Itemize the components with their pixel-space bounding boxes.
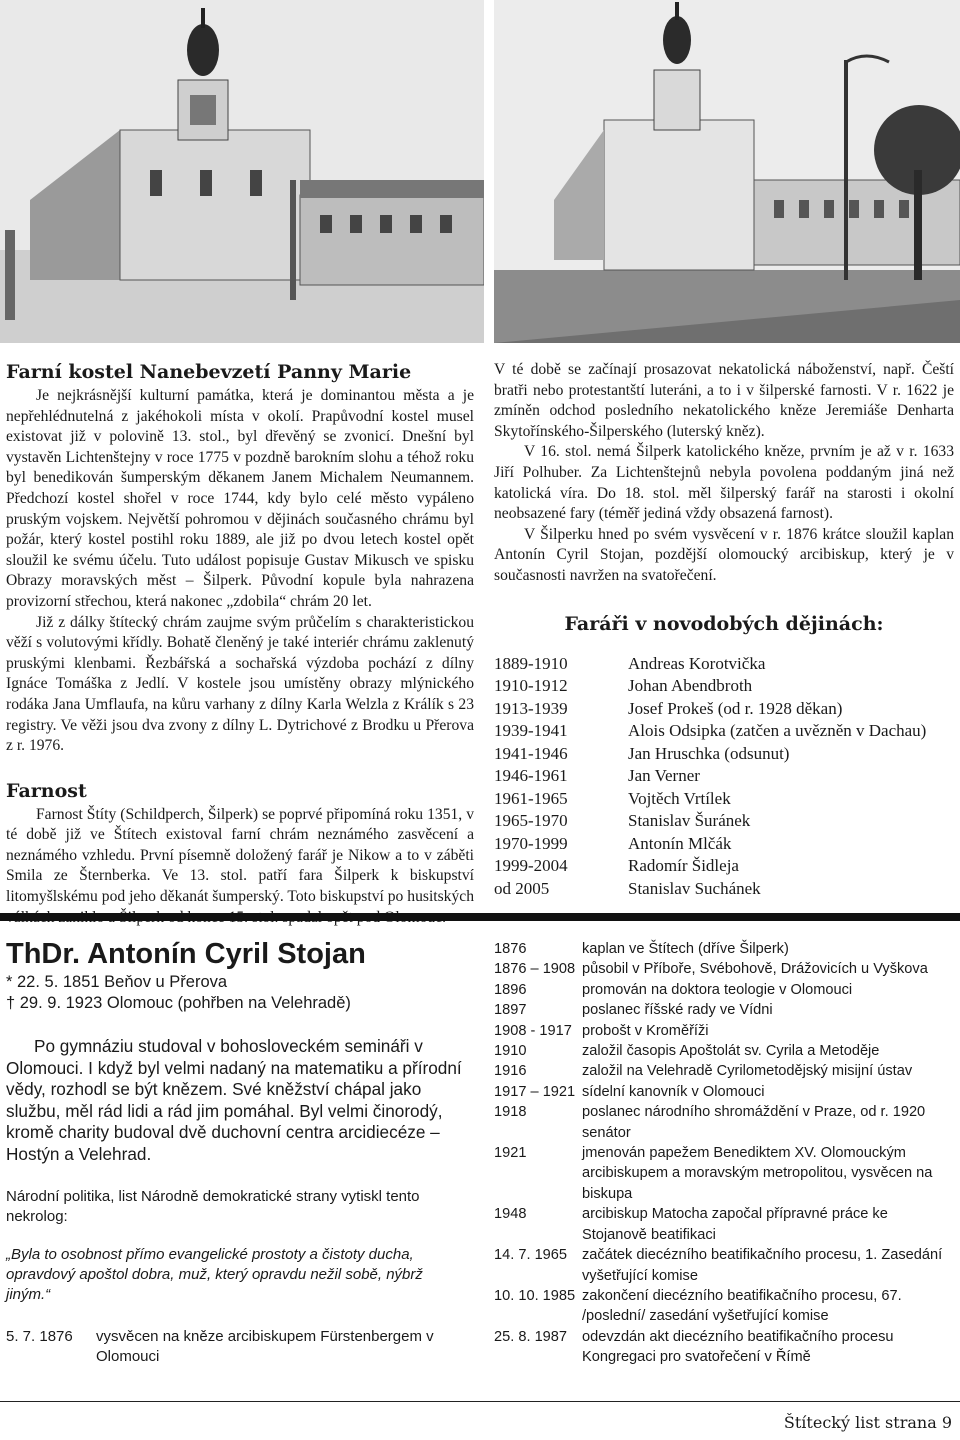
- timeline-text: jmenován papežem Benediktem XV. Olomouckým arcibiskupem a moravským metropolitou, vysvěcen na biskupa: [582, 1145, 933, 1202]
- timeline-date: 1910: [494, 1043, 527, 1060]
- timeline-row: [494, 980, 956, 1000]
- priest-row: [494, 765, 954, 788]
- priest-name: Alois Odsipka (zatčen a uvězněn v Dachau): [628, 721, 927, 741]
- left-column: [6, 360, 474, 928]
- timeline-row: [494, 1000, 956, 1020]
- birth-line: * 22. 5. 1851 Beňov u Přerova: [6, 973, 228, 991]
- ordination-text: vysvěcen na kněze arcibiskupem Fürstenbergem v Olomouci: [96, 1328, 434, 1365]
- timeline-date: 25. 8. 1987: [494, 1328, 568, 1345]
- timeline-row: [494, 1082, 956, 1102]
- priest-row: [494, 698, 954, 721]
- timeline-text: arcibiskup Matocha započal přípravné práce ke Stojanově beatifikaci: [582, 1206, 888, 1243]
- priest-name: Andreas Korotvička: [628, 653, 766, 673]
- timeline-text: probošt v Kroměříži: [582, 1022, 709, 1039]
- timeline-date: 1918: [494, 1104, 527, 1121]
- footer-rule: [0, 1401, 960, 1402]
- priest-name: Jan Verner: [628, 766, 700, 786]
- modern-church-photo-icon: [494, 0, 960, 343]
- death-line: † 29. 9. 1923 Olomouc (pohřben na Velehradě): [6, 994, 351, 1012]
- obituary-quote: „Byla to osobnost přímo evangelické prostoty a čistoty ducha, opravdový apoštol dobra, muž, který opravdu nežil sobě, nýbrž jiným.“: [6, 1246, 423, 1303]
- stojan-section: [6, 936, 468, 1367]
- timeline-row: [494, 1204, 956, 1245]
- priest-row: [494, 855, 954, 878]
- right-paragraph-1: V té době se začínají prosazovat nekatolická náboženství, např. Čeští bratři nebo protestantští luteráni, a to i v šilperské farnosti. V r. 1622 je zmíněn odchod posledního nekatolického kněze Jeremiáše Denharta Skytořínského-Šilperského (luterský kněz).: [494, 361, 954, 440]
- timeline-text: odevzdán akt diecézního beatifikačního procesu Kongregaci pro svatořečení v Římě: [582, 1328, 894, 1366]
- priest-years: 1946-1961: [494, 766, 568, 786]
- ordination-event: [6, 1327, 468, 1367]
- timeline-row: [494, 939, 956, 959]
- right-column: [494, 360, 954, 900]
- priest-name: Vojtěch Vrtílek: [628, 788, 731, 808]
- timeline-row: [494, 1286, 956, 1327]
- timeline-date: 14. 7. 1965: [494, 1247, 568, 1264]
- timeline-row: [494, 1061, 956, 1081]
- timeline-date: 1916: [494, 1063, 527, 1080]
- timeline-row: [494, 959, 956, 979]
- timeline-row: [494, 1041, 956, 1061]
- stojan-bio: Po gymnáziu studoval v bohosloveckém semináři v Olomouci. I když byl velmi nadaný na matematiku a přírodní vědy, rozhodl se být knězem. Své kněžství chápal jako službu, měl rád lidi a rád jim pomáhal. Byl velmi činorodý, kromě charity budoval dvě duchovní centra arcidiecéze – Hostýn a Velehrad.: [6, 1036, 462, 1164]
- stojan-title: ThDr. Antonín Cyril Stojan: [6, 938, 366, 970]
- timeline-date: 1876: [494, 941, 527, 957]
- timeline-row: [494, 1245, 956, 1286]
- priest-row: [494, 720, 954, 743]
- timeline-date: 10. 10. 1985: [494, 1287, 576, 1304]
- priest-name: Radomír Šidleja: [628, 856, 739, 876]
- parish-heading: Farnost: [6, 779, 87, 802]
- church-heading: Farní kostel Nanebevzetí Panny Marie: [6, 361, 412, 383]
- priest-years: 1970-1999: [494, 833, 568, 853]
- priests-list: [494, 653, 954, 901]
- timeline-row: [494, 1327, 956, 1368]
- timeline-text: založil na Velehradě Cyrilometodějský misijní ústav: [582, 1063, 913, 1080]
- priest-name: Johan Abendbroth: [628, 676, 753, 696]
- ordination-date: 5. 7. 1876: [6, 1328, 73, 1345]
- timeline-date: 1948: [494, 1206, 527, 1223]
- priest-years: 1913-1939: [494, 698, 568, 718]
- priest-row: [494, 675, 954, 698]
- priest-row: [494, 833, 954, 856]
- priest-row: [494, 653, 954, 676]
- timeline-text: založil časopis Apoštolát sv. Cyrila a Metoděje: [582, 1043, 880, 1060]
- timeline-text: promován na doktora teologie v Olomouci: [582, 981, 853, 998]
- priest-row: [494, 810, 954, 833]
- priest-row: [494, 788, 954, 811]
- timeline-row: [494, 1102, 956, 1143]
- priest-years: 1889-1910: [494, 653, 568, 673]
- priest-name: Stanislav Šuránek: [628, 811, 751, 831]
- timeline-date: 1896: [494, 981, 527, 998]
- historic-church-photo-icon: [0, 0, 484, 343]
- priest-years: od 2005: [494, 878, 550, 898]
- priest-name: Jan Hruschka (odsunut): [628, 743, 790, 763]
- priest-years: 1965-1970: [494, 811, 568, 831]
- timeline-text: sídelní kanovník v Olomouci: [582, 1083, 765, 1100]
- priest-row: [494, 878, 954, 901]
- historic-church-photo: [0, 0, 484, 343]
- timeline-text: začátek diecézního beatifikačního procesu, 1. Zasedání vyšetřující komise: [582, 1247, 943, 1284]
- timeline-date: 1908 - 1917: [494, 1022, 572, 1039]
- church-paragraph-1: Je nejkrásnější kulturní památka, která je dominantou města a je nepřehlédnutelná z jakéhokoli místa v okolí. Prapůvodní kostel musel existovat již v polovině 13. stol., byl dřevěný se zvonicí. Dnešní byl vystavěn Lichtenštejny v roce 1775 v pozdně barokním slohu a téhož roku byl benedikován šumperským děkanem Janem Michalem Neumannem. Předchozí kostel shořel v roce 1744, kdy bylo celé město vypáleno pruským vojskem. Největší pohromou v dějinách současného chrámu byl požár, který kostel postihl roku 1889, ale již po dvou letech kostel opět sloužil ke svému účelu. Tuto událost popisuje Gustav Mikusch ve spisku Obrazy moravských měst – Šilperk. Původní kopule byla nahrazena provizorní střechou, která nakonec „zdobila“ chrám 20 let.: [6, 387, 474, 610]
- priest-years: 1910-1912: [494, 676, 568, 696]
- right-paragraph-3: V Šilperku hned po svém vysvěcení v r. 1876 krátce sloužil kaplan Antonín Cyril Stojan, pozdější olomoucký arcibiskup, který je v současnosti navržen na svatořečení.: [494, 525, 954, 584]
- modern-church-photo: [494, 0, 960, 343]
- priest-row: [494, 743, 954, 766]
- timeline-text: poslanec národního shromáždění v Praze, od r. 1920 senátor: [582, 1104, 926, 1141]
- parish-paragraph: Farnost Štíty (Schildperch, Šilperk) se poprvé připomíná roku 1351, v té době již ve Štítech existoval farní chrám neznámého zasvěcení a neznámého vzhledu. První písemně doložený farář je Nikow a to v záběti Smila ze Šternberka. Ve 13. stol. patří fara Šilperk k biskupství litomyšlskému pod jeho děkanát šumperský. Toto biskupství po husitských: [6, 805, 474, 906]
- priest-name: Josef Prokeš (od r. 1928 děkan): [628, 698, 843, 718]
- timeline-date: 1921: [494, 1145, 527, 1162]
- timeline-text: poslanec říšské rady ve Vídni: [582, 1002, 773, 1019]
- church-paragraph-2: Již z dálky štítecký chrám zaujme svým průčelím s charakteristickou věží s volutovými křídly. Bohatě členěný je také interiér chrámu zaklenutý pruskými klenbami. Řezbářská a sochařská výzdoba pochází z dílny Ignáce Tomáška z Jedlí. V kostele jsou umístěny obrazy mlýnického rodáka Jana Umflaufa, na kůru varhany z dílny Karla Welzla z Králík s 23 registry. Ve věži jsou dva zvony z dílny L. Dytrichové z Brodku u Přerova z r. 1976.: [6, 613, 474, 755]
- priest-name: Antonín Mlčák: [628, 833, 732, 853]
- timeline-date: 1897: [494, 1002, 527, 1019]
- right-paragraph-2: V 16. stol. nemá Šilperk katolického kněze, prvním je až v r. 1633 Jiří Polhuber. Za Lichtenštejnů nebyla povolena poddaným jiná než katolická víra. Do 18. stol. měl šilperský farář na starosti i okolní neobsazené fary (téměř jediná vždy obsazená farnost).: [494, 443, 954, 523]
- section-divider: [0, 913, 960, 921]
- stojan-timeline: [494, 939, 956, 1368]
- priest-name: Stanislav Suchánek: [628, 878, 761, 898]
- timeline-text: působil v Příboře, Svébohově, Drážovicích u Vyškova: [582, 961, 928, 978]
- timeline-date: 1876 – 1908: [494, 961, 576, 978]
- timeline-row: [494, 1021, 956, 1041]
- priest-years: 1999-2004: [494, 856, 568, 876]
- priest-years: 1941-1946: [494, 743, 568, 763]
- obituary-note: Národní politika, list Národně demokratické strany vytiskl tento nekrolog:: [6, 1188, 420, 1225]
- timeline-date: 1917 – 1921: [494, 1083, 576, 1100]
- timeline-text: zakončení diecézního beatifikačního procesu, 67. /poslední/ zasedání vyšetřující komise: [582, 1287, 902, 1325]
- priest-years: 1939-1941: [494, 721, 568, 741]
- timeline-row: [494, 1143, 956, 1204]
- timeline-text: kaplan ve Štítech (dříve Šilperk): [582, 941, 789, 957]
- priests-heading: Faráři v novodobých dějinách:: [564, 612, 884, 635]
- priest-years: 1961-1965: [494, 788, 568, 808]
- page-footer: Štítecký list strana 9: [783, 1413, 952, 1432]
